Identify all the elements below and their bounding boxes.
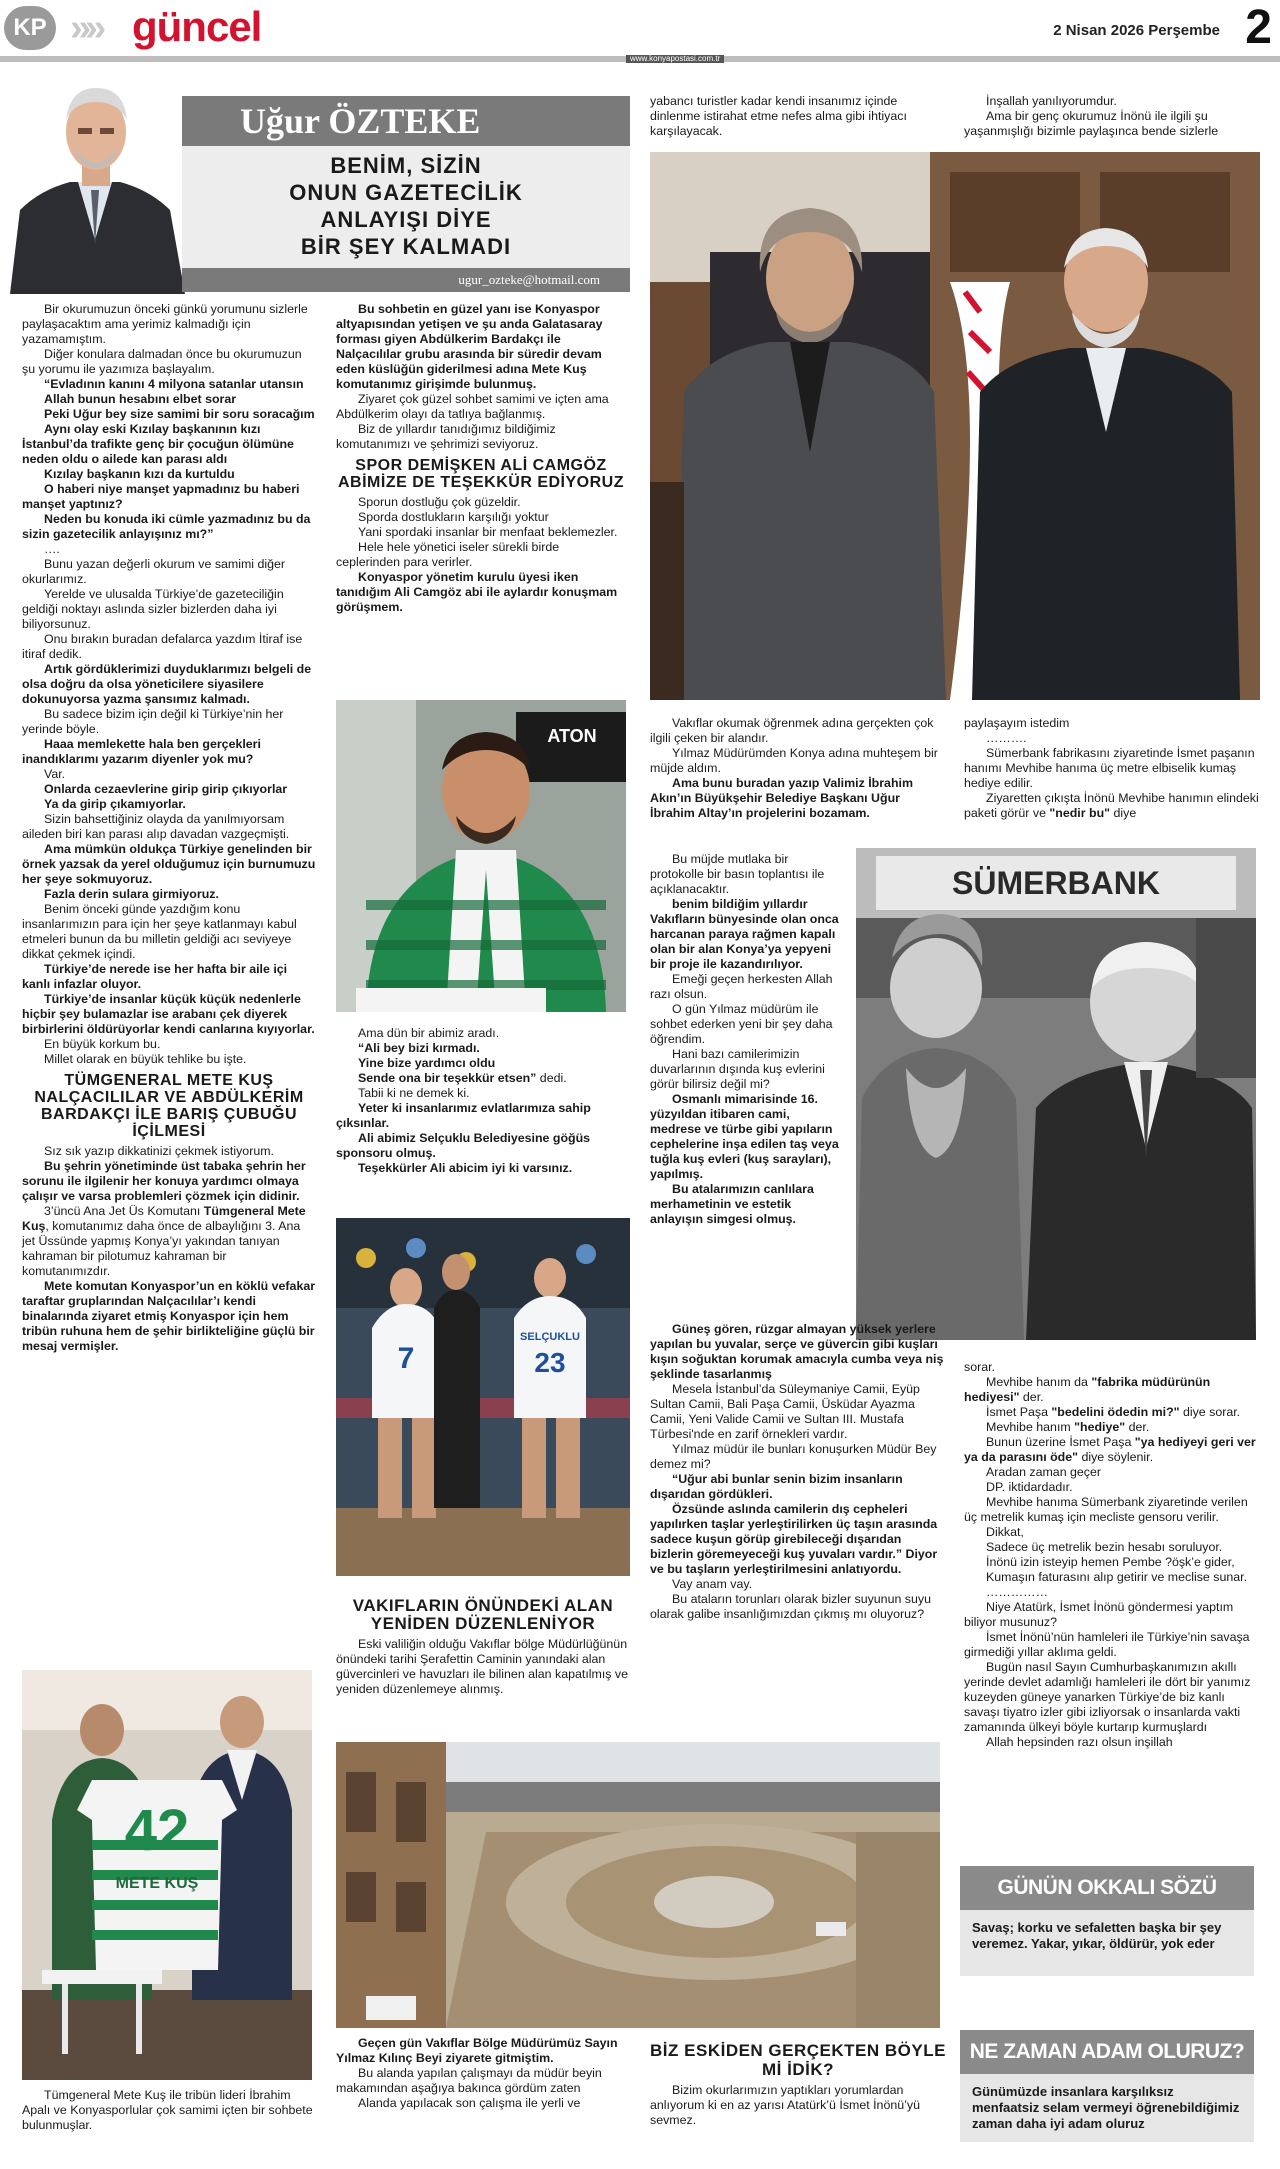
paragraph: Mevhibe hanıma Sümerbank ziyaretinde verilen üç metrelik kumaş için mecliste gensoru verilir. [964,1495,1248,1524]
paragraph: Onu bırakın buradan defalarca yazdım İtiraf ise itiraf dedik. [22,632,303,661]
paragraph: …………… [986,1585,1048,1599]
paragraph: “Uğur abi bunlar senin bizim insanların dışarıdan gördükleri. [650,1472,903,1501]
photo-ali-camgoz [336,700,626,1012]
paragraph: Ya da girip çıkamıyorlar. [44,797,186,811]
paragraph: Neden bu konuda iki cümle yazmadınız bu da sizin gazetecilik anlayışınız mı?” [22,512,311,541]
paragraph: Bu atalarımızın canlılara merhametinin ve estetik anlayışın simgesi olmuş. [650,1182,814,1226]
paragraph: benim bildiğim yıllardır Vakıfların bünyesinde olan onca harcanan paraya rağmen kapalı olan bir alan Konya’ya yepyeni bir proje ile kazandırılıyor. [650,897,839,971]
paragraph: Millet olarak en büyük tehlike bu işte. [44,1052,247,1066]
photo-caption: Tümgeneral Mete Kuş ile tribün lideri İbrahim Apalı ve Konyasporlular çok samimi içten bir sohbete bulunmuşlar. [22,2088,313,2132]
jersey-club: SELÇUKLU [520,1331,580,1343]
paragraph: Bunu yazan değerli okurum ve samimi diğer okurlarımız. [22,557,286,586]
sumerbank-sign: SÜMERBANK [952,865,1160,901]
photo-jersey-presentation [22,1670,312,2080]
paragraph: Bu alanda yapılan çalışmayı da müdür beyin makamından aşağıya bakınca gördüm zaten [336,2066,602,2095]
paragraph: Aradan zaman geçer [986,1465,1102,1479]
quote-box-title: GÜNÜN OKKALI SÖZÜ [960,1866,1254,1910]
paragraph: Bizim okurlarımızın yaptıkları yorumlardan anlıyorum ki en az yarısı Atatürk’ü İsmet İnönü’yü sevmez. [650,2083,920,2127]
quote-box-text: Savaş; korku ve sefaletten başka bir şey veremez. Yakar, yıkar, öldürür, yok eder [972,1920,1222,1951]
paragraph: İnönü izin isteyip hemen Pembe ?öşk’e gider, [986,1555,1235,1569]
paragraph: Emeği geçen herkesten Allah razı olsun. [650,972,833,1001]
text-run: Mevhibe hanım [986,1420,1075,1434]
paragraph: Sporun dostluğu çok güzeldir. [358,495,521,509]
author-portrait [0,50,190,294]
paragraph: Fazla derin sulara girmiyoruz. [44,887,219,901]
paragraph: Bu sadece bizim için değil ki Türkiye’nin her yerinde böyle. [22,707,284,736]
paragraph: Diğer konulara dalmadan önce bu okurumuzun şu yorumu ile yazımıza başlayalım. [22,347,302,376]
paragraph [964,1375,1262,1405]
paragraph: Yeter ki insanlarımız evlatlarımıza sahip çıksınlar. [336,1101,591,1130]
title-line: ONUN GAZETECİLİK [289,180,523,205]
paragraph: yabancı turistler kadar kendi insanımız içinde dinlenme istirahat etme nefes alma gibi ihtiyacı karşılayacak. [650,94,907,138]
quote-box-question [960,2030,1254,2142]
paragraph: Ama mümkün oldukça Türkiye genelinden bir örnek yazsak da yerel olduğumuz için burnumuzu her şeye sokmuyoruz. [22,842,316,886]
paragraph: Ama bir genç okurumuz İnönü ile ilgili şu yaşanmışlığı bizimle paylaşınca bende sizlerle [964,109,1219,138]
paragraph: Özsünde aslında camilerin dış cepheleri yapılırken taşlar yerleştirilirken üç taşın arasında sadece kuşun görüp girebileceği dışarıdan bizlerin göremeyeceği kuş yuvaları vardır.” Diyor ve bu taşların yerleştirilmesini anlatıyordu. [650,1502,938,1576]
site-url: www.konyapostasi.com.tr [626,55,724,63]
text-run: diye söylenir. [1078,1450,1154,1464]
text-column-3c [650,1322,946,1622]
paragraph: Yılmaz Müdürümden Konya adına muhteşem bir müjde aldım. [650,746,938,775]
text-run-bold: "nedir bu" [1049,806,1111,820]
paragraph: “Ali bey bizi kırmadı. [358,1041,480,1055]
text-column-3 [650,716,946,821]
paragraph: O haberi niye manşet yapmadınız bu haberi manşet yaptınız? [22,482,300,511]
text-column-4-top [964,94,1262,139]
text-run-bold: "ya hediyeyi geri ver ya da parasını öde" [964,1435,1256,1464]
paragraph: En büyük korkum bu. [44,1037,161,1051]
paragraph: Bugün nasıl Sayın Cumhurbaşkanımızın akıllı yerinde devlet adamlığı hamleleri ile dört bir yanımız kuzeyden güneye yanarken Türkiye’de biz kanlı savaşı tiyatro izler gibi izliyorsak o insanlarda vakti zamanında ülkeyi böyle kurtarıp kurmuşlardı [964,1660,1251,1734]
paragraph: Bu şehrin yönetiminde üst tabaka şehrin her sorunu ile ilgilenir her konuya yardımcı olmaya çalışır ve varsa problemleri çözmek için didinir. [22,1159,306,1203]
text-run-bold: "fabrika müdürünün hediyesi" [964,1375,1211,1404]
title-line: ANLAYIŞI DİYE [320,207,492,232]
subheading: BİZ ESKİDEN GERÇEKTEN BÖYLE Mİ İDİK? [650,2041,946,2079]
text-column-2d [336,2036,630,2111]
text-run: İsmet Paşa [986,1405,1052,1419]
player-number: 7 [397,1342,415,1375]
paragraph: İnşallah yanılıyorumdur. [986,94,1117,108]
section-title: güncel [132,3,262,50]
paragraph: “Evladının kanını 4 milyona satanlar utansın [44,377,304,391]
quote-box-text: Günümüzde insanlara karşılıksız menfaatsiz selam vermeyi öğrenebildiğimiz zaman daha iyi adam oluruz [972,2084,1240,2131]
paragraph: Sporda dostlukların karşılığı yoktur [358,510,549,524]
paragraph: Geçen gün Vakıflar Bölge Müdürümüz Sayın Yılmaz Kılınç Beyi ziyarete gitmiştim. [336,2036,618,2065]
paragraph: Mete komutan Konyaspor’un en köklü vefakar taraftar gruplarından Nalçacılılar’ı kendi binalarında ziyaret etmiş Konyaspor için hem tribün ruhuna hem de şehir birlikteliğine güçlü bir mesaj vermişler. [22,1279,316,1353]
paragraph: Biz de yıllardır tanıdığımız bildiğimiz komutanımızı ve şehrimizi seviyoruz. [336,422,556,451]
paragraph: Dikkat, [986,1525,1024,1539]
paragraph: Hani bazı camilerimizin duvarlarının dışında kuş evlerini görür bilirsiz değil mi? [650,1047,825,1091]
text-run: 3’üncü Ana Jet Üs Komutanı [44,1204,204,1218]
paragraph [964,791,1262,821]
paragraph: Benim önceki günde yazdığım konu insanlarımızın para için her şeye katlanmayı kabul etmeleri bunun da bu milletin geldiği acı seviyeye dikkat çekmek içindi. [22,902,297,961]
text-run-bold: Sende ona bir teşekkür etsen” [358,1071,537,1085]
quote-box-title: NE ZAMAN ADAM OLURUZ? [960,2030,1254,2074]
title-line: BENİM, SİZİN [330,153,482,178]
text-column-2b [336,1026,626,1176]
text-column-3-top [650,94,946,139]
paragraph [964,1435,1262,1465]
paragraph: …. [44,542,60,556]
paragraph: Kızılay başkanın kızı da kurtuldu [44,467,235,481]
text-run: diye [1110,806,1137,820]
paragraph: Tabii ki ne demek ki. [358,1086,470,1100]
paragraph: Niye Atatürk, İsmet İnönü göndermesi yaptım biliyor musunuz? [964,1600,1234,1629]
text-column-4 [964,716,1262,821]
text-run: Mevhibe hanım da [986,1375,1092,1389]
text-run-bold: Tümgeneral Mete Kuş [22,1204,306,1233]
author-email: ugur_ozteke@hotmail.com [182,268,630,292]
banner-text: ATON [547,726,597,746]
paragraph: Sadece üç metrelik bezin hesabı soruluyor. [986,1540,1223,1554]
paragraph: Konyaspor yönetim kurulu üyesi iken tanıdığım Ali Camgöz abi ile aylardır konuşmam görüşmem. [336,570,618,614]
text-run-bold: "bedelini ödedin mi?" [1051,1405,1180,1419]
photo-sumerbank-visit [856,848,1256,1340]
paragraph: Sümerbank fabrikasını ziyaretinde İsmet paşanın hanımı Mevhibe hanıma üç metre elbiselik kumaş hediye edilir. [964,746,1255,790]
page-number: 2 [1245,1,1272,54]
kp-logo: KP [4,6,56,50]
paragraph [336,1071,626,1086]
text-run: Bunun üzerine İsmet Paşa [986,1435,1135,1449]
text-column-3b [650,852,842,1227]
author-name: Uğur ÖZTEKE [182,96,630,146]
paragraph: Bu ataların torunları olarak bizler suyunun suyu olarak galibe insanlığımızdan çıkmış mı oluyoruz? [650,1592,931,1621]
paragraph: Alanda yapılacak son çalışma ile yerli ve [358,2096,581,2110]
paragraph: Osmanlı mimarisinde 16. yüzyıldan itibaren cami, medrese ve türbe gibi yapıların cephelerine inşa edilen taş veya tuğla kuş evleri (kuş sarayları), yapılmış. [650,1092,839,1181]
paragraph: Bir okurumuzun önceki günkü yorumunu sizlerle paylaşacaktım ama yerimiz kalmadığı için yazamamıştım. [22,302,308,346]
paragraph: Teşekkürler Ali abicim iyi ki varsınız. [358,1161,573,1175]
paragraph: DP. iktidardadır. [986,1480,1073,1494]
paragraph: Onlarda cezaevlerine girip girip çıkıyorlar [44,782,288,796]
paragraph: Sizin bahsettiğiniz olayda da yanılmıyorsam aileden biri kan parası alıp davadan vazgeçmişti. [22,812,290,841]
paragraph: Bu müjde mutlaka bir protokolle bir basın toplantısı ile açıklanacaktır. [650,852,825,896]
paragraph: Haaa memlekette hala ben gerçekleri inandıklarımı yazarım diyenler yok mu? [22,737,261,766]
paragraph: Güneş gören, rüzgar almayan yüksek yerlere yapılan bu yuvalar, serçe ve güvercin gibi kuşları kışın soğuktan korumak amacıyla cumba veya niş şeklinde tasarlanmış [650,1322,944,1381]
paragraph: ………. [986,731,1027,745]
issue-date: 2 Nisan 2026 Perşembe [1053,22,1220,39]
subheading: VAKIFLARIN ÖNÜNDEKİ ALAN YENİDEN DÜZENLENİYOR [352,1596,614,1633]
paragraph: paylaşayım istedim [964,716,1070,730]
paragraph [964,1420,1262,1435]
player-number: 23 [534,1347,566,1378]
text-run: , komutanımız daha önce de albaylığını 3. Ana jet Üssünde yapmış Konya’yı yakından tanıyan kahraman bir pilotumuz kahraman bir komutanımızdır. [22,1219,301,1278]
text-column-1 [22,302,316,1354]
paragraph: Ali abimiz Selçuklu Belediyesine göğüs sponsoru olmuş. [336,1131,591,1160]
paragraph: Kumaşın faturasını alıp getirir ve meclise sunar. [986,1570,1248,1584]
text-column-2c [336,1592,630,1697]
text-run: der. [1019,1390,1044,1404]
paragraph: Yılmaz müdür ile bunları konuşurken Müdür Bey demez mi? [650,1442,937,1471]
subheading: TÜMGENERAL METE KUŞ NALÇACILILAR VE ABDÜLKERİM BARDAKÇI İLE BARIŞ ÇUBUĞU İÇİLMESİ [34,1072,304,1140]
paragraph: Türkiye’de nerede ise her hafta bir aile içi kanlı infazlar oluyor. [22,962,288,991]
paragraph: Ama dün bir abimiz aradı. [358,1026,500,1040]
paragraph [964,1405,1262,1420]
paragraph: Ama bunu buradan yazıp Valimiz İbrahim Akın’ın Büyükşehir Belediye Başkanı Uğur İbrahim Altay’ın projelerini bozamam. [650,776,913,820]
paragraph: Aynı olay eski Kızılay başkanının kızı İstanbul’da trafikte genç bir çocuğun ölümüne neden oldu o ailede kan parası aldı [22,422,294,466]
paragraph: Vakıflar okumak öğrenmek adına gerçekten çok ilgili çeken bir alandır. [650,716,934,745]
paragraph: sorar. [964,1360,995,1374]
paragraph: O gün Yılmaz müdürüm ile sohbet ederken yeni bir şey daha öğrendim. [650,1002,833,1046]
text-column-2 [336,302,626,615]
paragraph: Mesela İstanbul’da Süleymaniye Camii, Eyüp Sultan Camii, Bali Paşa Camii, Üsküdar Ayazma Camii, Yeni Valide Camii ve Sultan III. Mustafa Türbesi'nde en zarif örnekleri vardır. [650,1382,920,1441]
page-header [0,0,1280,62]
paragraph: Yerelde ve ulusalda Türkiye’de gazeteciliğin geldiği noktayı aslında sizler bizlerden daha iyi biliyorsunuz. [22,587,284,631]
paragraph: Türkiye’de insanlar küçük küçük nedenlerle hiçbir şey bulamazlar ise arabanı çek diyerek birbirlerini öldürüyorlar kendi canlarına kıyıyorlar. [22,992,315,1036]
paragraph: Artık gördüklerimizi duyduklarımızı belgeli de olsa doğru da olsa yöneticilere siyasilere dokunuyorsa yazma şansımız kalmadı. [22,662,312,706]
jersey-name: METE KUŞ [115,1875,199,1892]
paragraph: Bu sohbetin en güzel yanı ise Konyaspor altyapısından yetişen ve şu anda Galatasaray forması giyen Abdülkerim Bardakçı ile Nalçacılılar grubu arasında bir süredir devam eden küslüğün giderilmesi adına Mete Kuş komutanımız girişimde bulunmuş. [336,302,603,391]
paragraph: Allah bunun hesabını elbet sorar [44,392,237,406]
column-title [182,146,630,268]
text-run: diye sorar. [1179,1405,1241,1419]
photo-directorate-visit [650,152,1260,700]
text-run: der. [1125,1420,1150,1434]
paragraph: Yani spordaki insanlar bir menfaat beklemezler. [358,525,618,539]
text-column-4b [964,1360,1262,1750]
chevron-right-icon: »» [70,7,101,49]
text-run: Ziyaretten çıkışta İnönü Mevhibe hanımın elindeki paketi görür ve [964,791,1259,820]
paragraph: Ziyaret çok güzel sohbet samimi ve içten ama Abdülkerim olayı da tatlıya bağlanmış. [336,392,609,421]
paragraph: Eski valiliğin olduğu Vakıflar bölge Müdürlüğünün önündeki tarihi Şerafettin Caminin yanındaki alan güvercinleri ve havuzları ile bilinen alan kapatılmış ve yeniden düzenlemeye alınmış. [336,1637,629,1696]
text-column-3d [650,2036,946,2128]
paragraph: Sız sık yazıp dikkatinizi çekmek istiyorum. [44,1144,274,1158]
photo-square-aerial [336,1742,940,2028]
paragraph: Var. [44,767,66,781]
subheading: SPOR DEMİŞKEN ALİ CAMGÖZ ABİMİZE DE TEŞEKKÜR EDİYORUZ [337,457,624,491]
title-line: BİR ŞEY KALMADI [300,234,512,259]
paragraph: Allah hepsinden razı olsun inşillah [986,1735,1173,1749]
paragraph: Hele hele yönetici iseler sürekli birde ceplerinden para verirler. [336,540,560,569]
paragraph [22,1204,316,1279]
text-run: dedi. [536,1071,567,1085]
paragraph: İsmet İnönü’nün hamleleri ile Türkiye’nin savaşa girmediği yıllar aklıma geldi. [964,1630,1250,1659]
paragraph: Peki Uğur bey size samimi bir soru soracağım [44,407,315,421]
paragraph: Vay anam vay. [672,1577,753,1591]
photo-basketball [336,1218,630,1576]
quote-box-saying [960,1866,1254,1976]
jersey-number: 42 [124,1798,190,1863]
paragraph: Yine bize yardımcı oldu [358,1056,496,1070]
text-run-bold: "hediye" [1074,1420,1126,1434]
